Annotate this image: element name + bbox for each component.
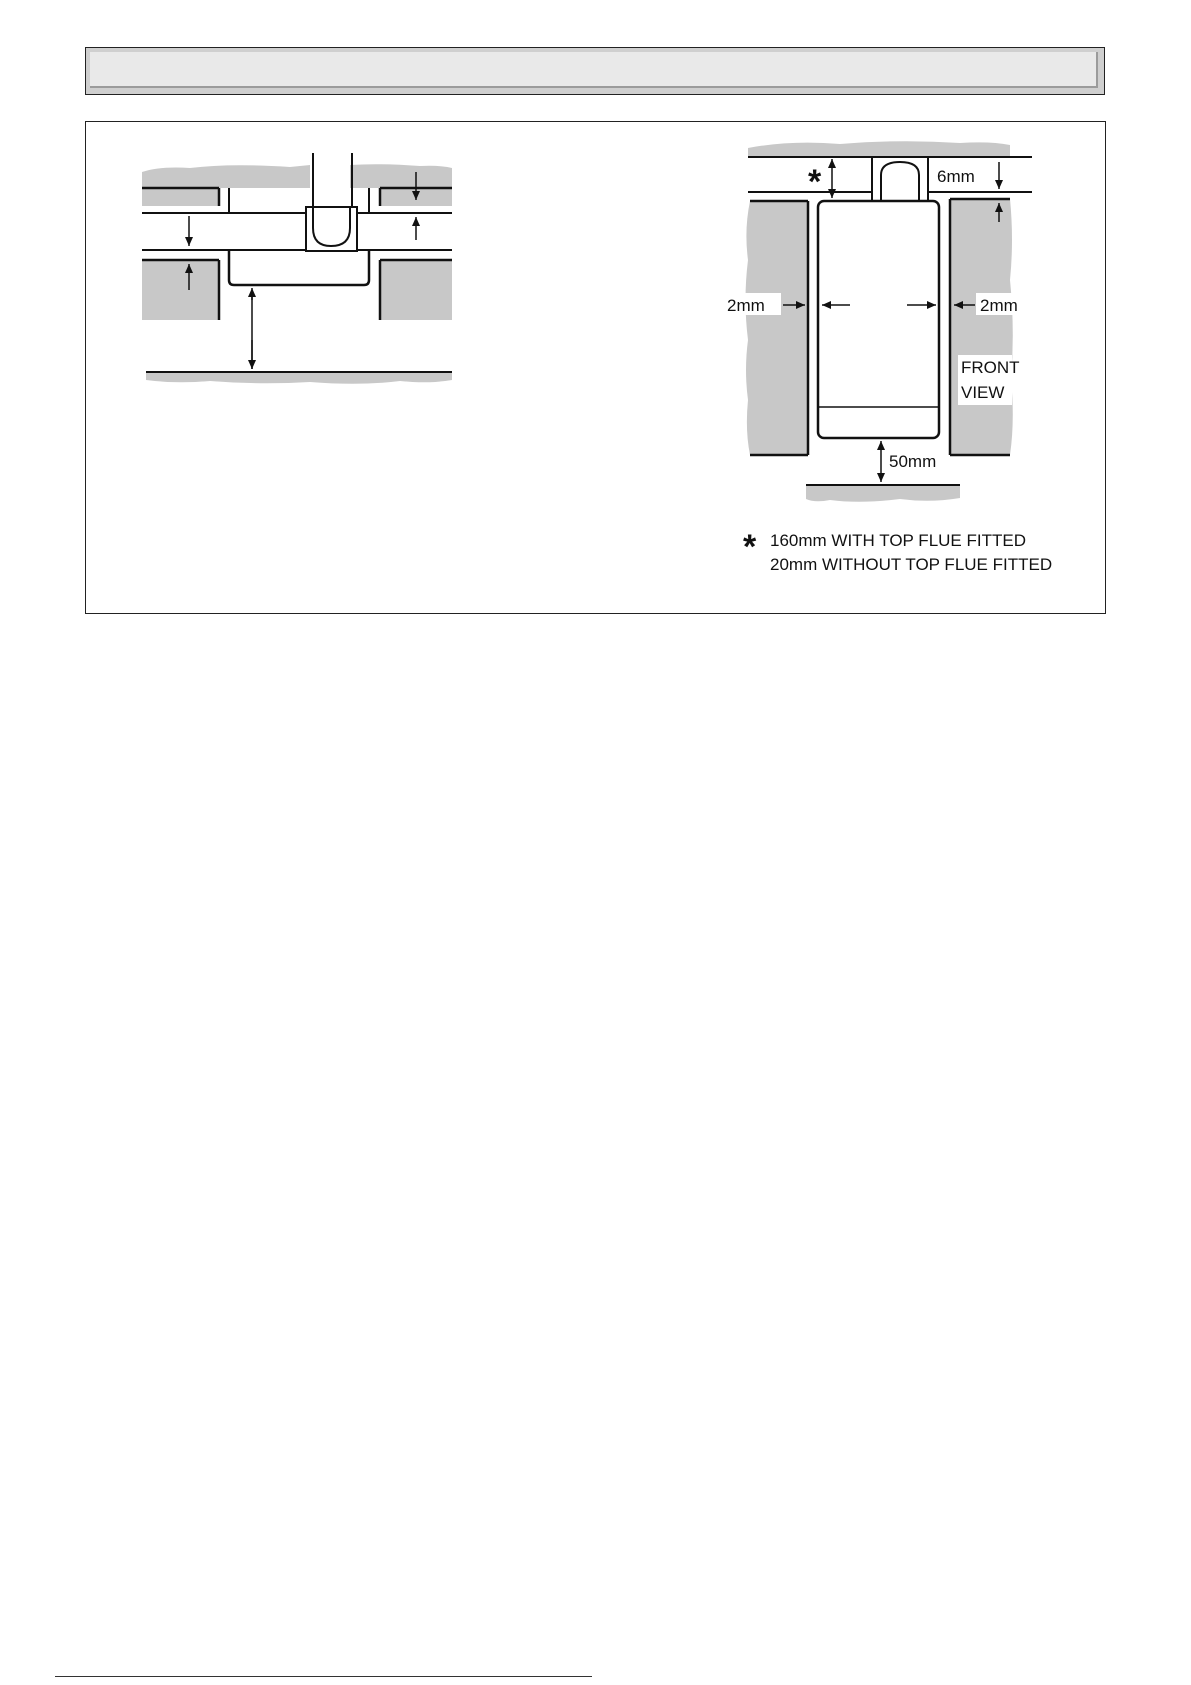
note-marker: * [743,528,757,566]
clearance-left-label: 2mm [727,296,765,315]
front-floor [806,485,960,502]
plan-lower-block-right [380,260,452,320]
note-line-2: 20mm WITHOUT TOP FLUE FITTED [770,555,1053,574]
front-right-cupboard [950,199,1013,455]
front-top-wall [748,141,1010,157]
clearance-right-label: 2mm [980,296,1018,315]
front-boiler-body [818,201,939,438]
plan-upper-block-left [142,188,219,206]
note-line-1: 160mm WITH TOP FLUE FITTED [770,531,1026,550]
clearance-bottom-label: 50mm [889,452,937,471]
plan-lower-block-left [142,260,219,320]
footer-rule [55,1676,592,1677]
top-clearance-marker: * [808,163,822,201]
flue-note [743,528,1052,574]
clearance-top-right-label: 6mm [937,167,975,186]
plan-boiler-body [229,250,369,285]
plan-top-wall-right [350,164,452,188]
front-view-diagram [725,141,1032,502]
front-left-cupboard [746,201,809,455]
front-view-label-line1: FRONT [961,358,1020,377]
plan-floor [146,372,452,384]
front-view-label-line2: VIEW [961,383,1005,402]
plan-view-diagram [142,153,452,384]
plan-top-wall [142,165,310,188]
